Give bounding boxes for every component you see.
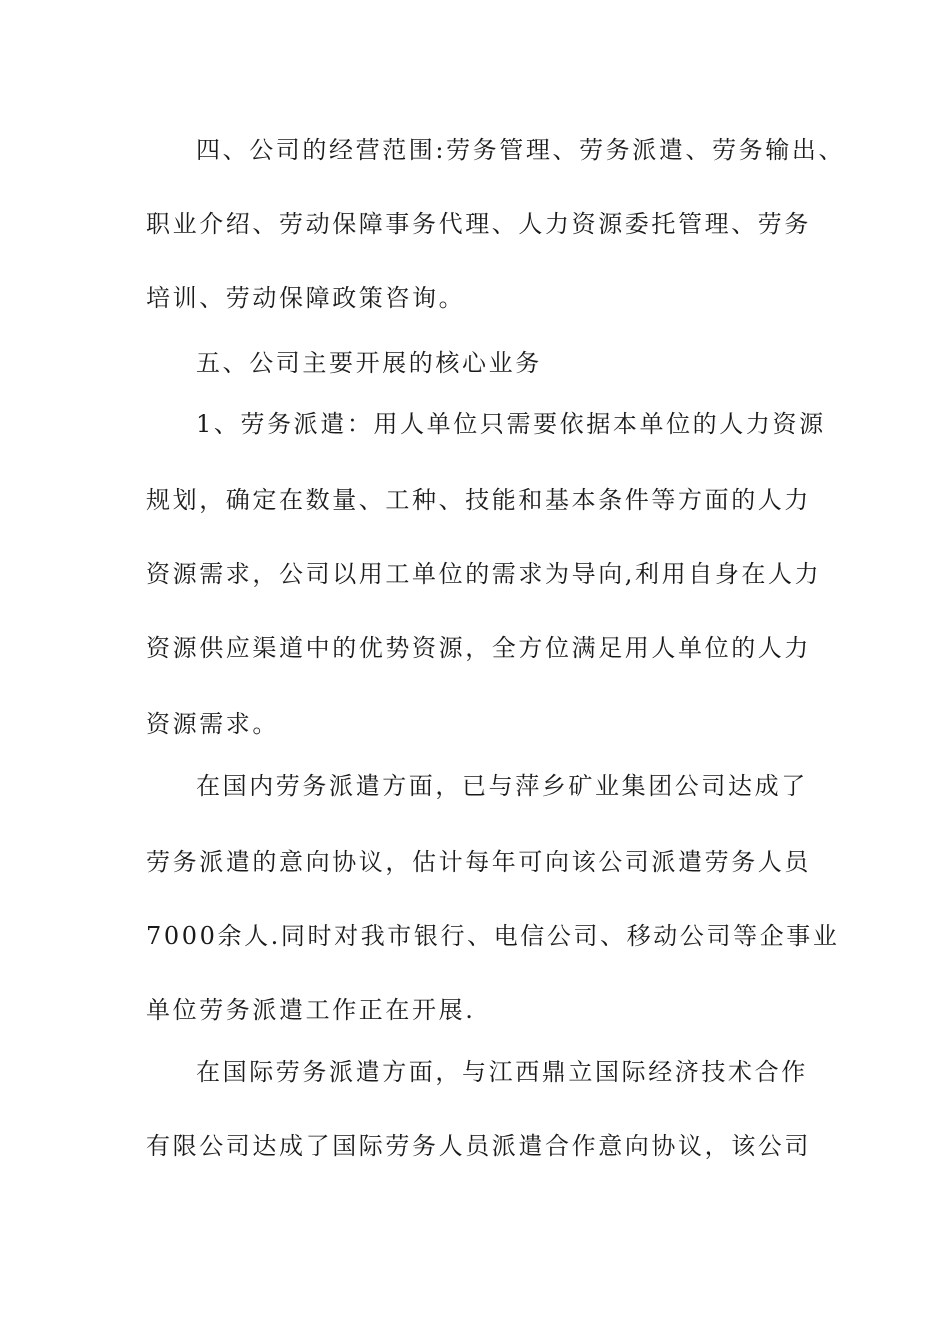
paragraph-scope-line-3: 培训、劳动保障政策咨询。 [146,284,466,312]
paragraph-dispatch-line-4: 资源供应渠道中的优势资源，全方位满足用人单位的人力 [146,634,811,662]
paragraph-dispatch-line-5: 资源需求。 [146,710,279,738]
paragraph-scope-line-2: 职业介绍、劳动保障事务代理、人力资源委托管理、劳务 [146,210,811,238]
paragraph-domestic-line-3: 7000余人.同时对我市银行、电信公司、移动公司等企事业 [146,922,840,950]
paragraph-dispatch-line-2: 规划，确定在数量、工种、技能和基本条件等方面的人力 [146,486,811,514]
paragraph-domestic-line-2: 劳务派遣的意向协议，估计每年可向该公司派遣劳务人员 [146,848,811,876]
paragraph-domestic-line-4: 单位劳务派遣工作正在开展. [146,996,476,1024]
paragraph-scope-line-1: 四、公司的经营范围:劳务管理、劳务派遣、劳务输出、 [196,136,846,164]
paragraph-domestic-line-1: 在国内劳务派遣方面，已与萍乡矿业集团公司达成了 [196,772,808,800]
paragraph-international-line-2: 有限公司达成了国际劳务人员派遣合作意向协议，该公司 [146,1132,811,1160]
section-heading-core-business: 五、公司主要开展的核心业务 [196,349,542,377]
paragraph-international-line-1: 在国际劳务派遣方面，与江西鼎立国际经济技术合作 [196,1058,808,1086]
paragraph-dispatch-line-3: 资源需求，公司以用工单位的需求为导向,利用自身在人力 [146,560,822,588]
paragraph-dispatch-line-1: 1、劳务派遣：用人单位只需要依据本单位的人力资源 [196,410,826,438]
